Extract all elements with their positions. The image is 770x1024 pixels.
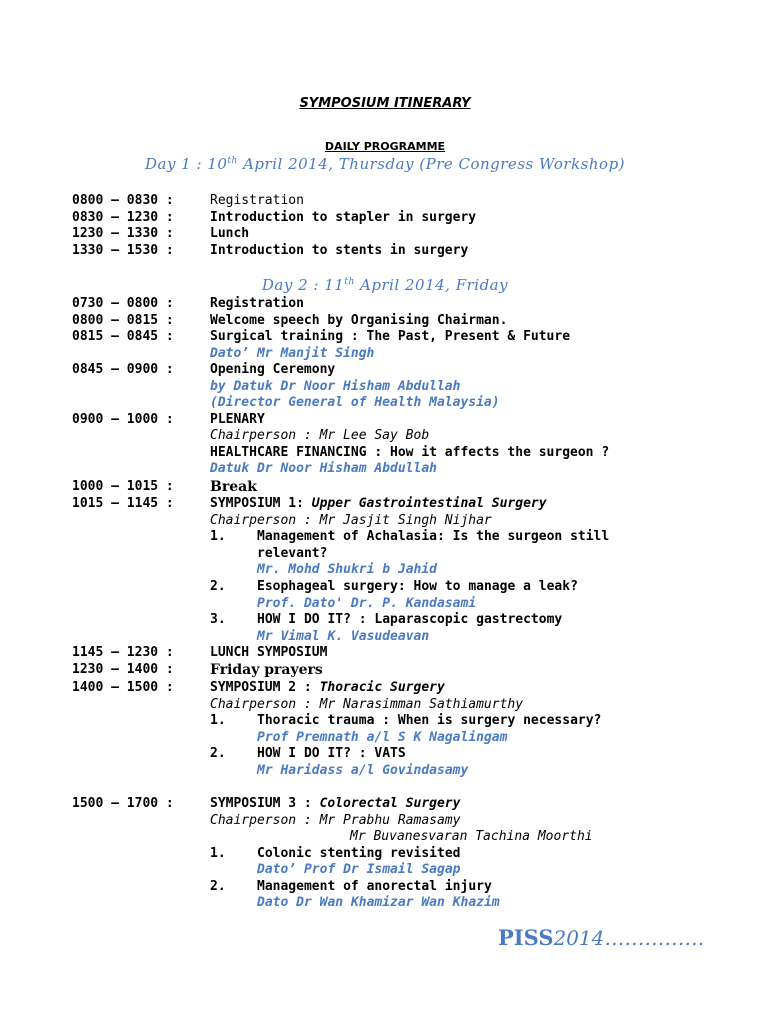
chair-row [72, 829, 752, 846]
session-title: SYMPOSIUM 3 : [210, 796, 320, 811]
item-number: 1. [210, 529, 226, 544]
chair-row [72, 428, 752, 445]
session-topic: Colorectal Surgery [319, 796, 461, 811]
time-slot: 0830 – 1230 : [72, 209, 174, 225]
speaker-row [72, 629, 752, 646]
session-title: Introduction to stents in surgery [210, 242, 469, 258]
talk-title-cont: relevant? [257, 545, 328, 561]
session-title: Friday prayers [210, 662, 323, 678]
page-subtitle: DAILY PROGRAMME [324, 140, 446, 153]
item-number: 1. [210, 713, 226, 728]
day2-heading-part: Day 2 : 11 [261, 276, 345, 294]
time-slot: 1230 – 1400 : [72, 662, 174, 677]
chairperson: Mr Buvanesvaran Tachina Moorthi [350, 829, 593, 844]
day2-heading-sup: th [344, 277, 355, 287]
day2-heading [0, 276, 770, 294]
talk-row [72, 879, 752, 896]
schedule-row [72, 329, 752, 346]
time-slot: 0730 – 0800 : [72, 296, 174, 311]
speaker-row [72, 895, 752, 912]
talk-row [72, 579, 752, 596]
speaker-name: Mr Haridass a/l Govindasamy [257, 762, 469, 778]
time-slot: 1145 – 1230 : [72, 645, 174, 660]
time-slot: 0900 – 1000 : [72, 411, 174, 427]
speaker-affiliation: (Director General of Health Malaysia) [210, 395, 500, 410]
day1-heading-sup: th [227, 156, 238, 166]
schedule-row [72, 479, 752, 496]
schedule-row [72, 680, 752, 697]
talk-row [72, 846, 752, 863]
speaker-name: Dato’ Mr Manjit Singh [210, 345, 375, 361]
item-number: 2. [210, 746, 226, 761]
speaker-name: Dato Dr Wan Khamizar Wan Khazim [257, 895, 500, 910]
time-slot: 0800 – 0830 : [72, 193, 174, 208]
schedule-row [72, 210, 752, 227]
session-title: Introduction to stapler in surgery [210, 209, 477, 225]
speaker-row [72, 730, 752, 747]
chairperson: Chairperson : Mr Lee Say Bob [210, 428, 430, 443]
session-title: Registration [210, 193, 304, 208]
brand-name: PISS [498, 925, 554, 950]
speaker-name: Dato’ Prof Dr Ismail Sagap [257, 862, 461, 877]
chairperson: Chairperson : Mr Narasimman Sathiamurthy [210, 696, 524, 712]
session-title: LUNCH SYMPOSIUM [210, 645, 328, 660]
talk-title: HEALTHCARE FINANCING : How it affects the surgeon ? [210, 444, 610, 460]
item-number: 3. [210, 612, 226, 627]
speaker-row [72, 562, 752, 579]
talk-row [72, 445, 752, 462]
item-number: 1. [210, 845, 226, 861]
day1-heading [0, 155, 770, 173]
talk-row [72, 529, 752, 546]
speaker-row [72, 346, 752, 363]
session-title: SYMPOSIUM 1: [210, 496, 312, 511]
chair-row [72, 697, 752, 714]
talk-row [72, 713, 752, 730]
talk-title: Esophageal surgery: How to manage a leak? [257, 579, 578, 594]
time-slot: 1400 – 1500 : [72, 680, 174, 695]
talk-row [72, 546, 752, 563]
schedule-row [72, 662, 752, 679]
talk-title: Management of anorectal injury [257, 878, 492, 894]
talk-title: HOW I DO IT? : VATS [257, 746, 406, 761]
session-title: Registration [210, 296, 304, 311]
speaker-row [72, 763, 752, 780]
speaker-row [72, 862, 752, 879]
schedule-row [72, 645, 752, 662]
session-topic: Thoracic Surgery [319, 680, 445, 695]
session-topic: Upper Gastrointestinal Surgery [311, 496, 547, 511]
session-title: PLENARY [210, 411, 265, 427]
talk-title: Thoracic trauma : When is surgery necessary? [257, 713, 602, 728]
schedule-row [72, 193, 752, 210]
footer-brand [498, 925, 704, 950]
talk-title: Management of Achalasia: Is the surgeon still [257, 529, 610, 544]
speaker-name: Datuk Dr Noor Hisham Abdullah [210, 461, 437, 476]
time-slot: 1230 – 1330 : [72, 226, 174, 241]
brand-dots: …………… [604, 926, 705, 950]
speaker-name: Mr Vimal K. Vasudeavan [257, 628, 430, 644]
time-slot: 1015 – 1145 : [72, 496, 174, 511]
talk-row [72, 746, 752, 763]
brand-year: 2014 [553, 926, 605, 950]
talk-row [72, 612, 752, 629]
time-slot: 0800 – 0815 : [72, 312, 174, 328]
session-title: Break [210, 479, 257, 495]
schedule-row [72, 496, 752, 513]
speaker-name: Mr. Mohd Shukri b Jahid [257, 562, 438, 577]
chairperson: Chairperson : Mr Prabhu Ramasamy [210, 812, 461, 828]
session-title: Welcome speech by Organising Chairman. [210, 312, 508, 328]
speaker-row [72, 395, 752, 412]
speaker-row [72, 379, 752, 396]
page-title: SYMPOSIUM ITINERARY [299, 96, 471, 111]
day2-heading-rest: April 2014, Friday [354, 276, 509, 294]
time-slot: 0815 – 0845 : [72, 329, 174, 344]
schedule-row [72, 412, 752, 429]
schedule-row [72, 243, 752, 260]
time-slot: 1500 – 1700 : [72, 796, 174, 811]
chairperson: Chairperson : Mr Jasjit Singh Nijhar [210, 512, 492, 528]
chair-row [72, 813, 752, 830]
schedule-row [72, 362, 752, 379]
talk-title: HOW I DO IT? : Laparascopic gastrectomy [257, 612, 563, 627]
speaker-row [72, 596, 752, 613]
speaker-name: by Datuk Dr Noor Hisham Abdullah [210, 378, 461, 394]
schedule-row [72, 226, 752, 243]
day1-heading-rest: April 2014, Thursday (Pre Congress Workshop) [237, 155, 626, 173]
speaker-name: Prof. Dato' Dr. P. Kandasami [257, 595, 477, 611]
session-title: Lunch [210, 226, 250, 241]
session-title: SYMPOSIUM 2 : [210, 680, 320, 695]
time-slot: 1000 – 1015 : [72, 479, 174, 494]
chair-row [72, 513, 752, 530]
time-slot: 1330 – 1530 : [72, 242, 174, 258]
talk-title: Colonic stenting revisited [257, 845, 461, 861]
schedule-row [72, 796, 752, 813]
item-number: 2. [210, 878, 226, 894]
day1-heading-part: Day 1 : 10 [144, 155, 228, 173]
schedule-row [72, 296, 752, 313]
schedule-row [72, 313, 752, 330]
time-slot: 0845 – 0900 : [72, 362, 174, 377]
session-title: Opening Ceremony [210, 362, 336, 377]
speaker-name: Prof Premnath a/l S K Nagalingam [257, 729, 508, 745]
speaker-row [72, 461, 752, 478]
item-number: 2. [210, 579, 226, 594]
session-title: Surgical training : The Past, Present & Future [210, 329, 571, 344]
